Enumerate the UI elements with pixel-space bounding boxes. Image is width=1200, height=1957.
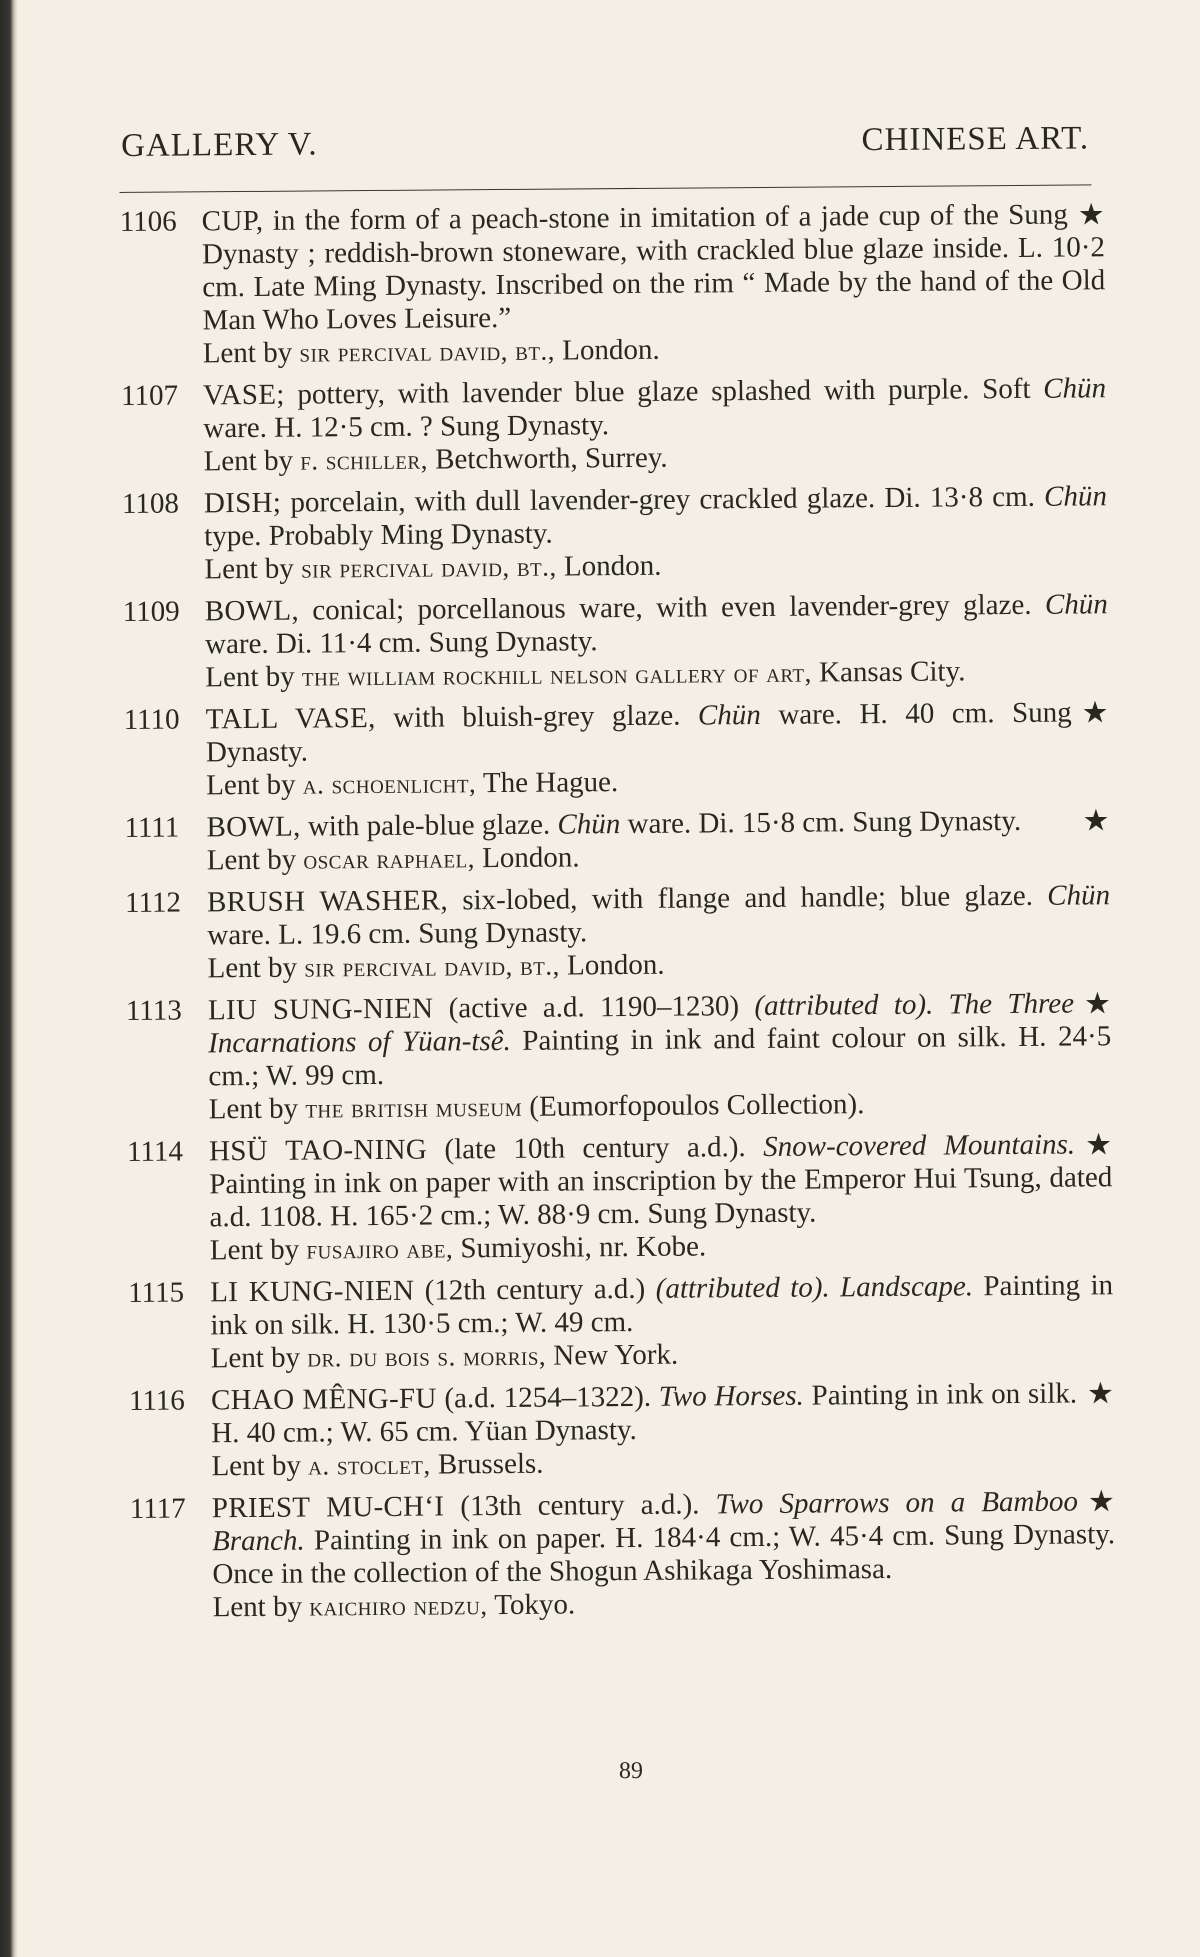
catalogue-entry [120,198,1106,371]
entry-description [207,879,1110,952]
lender-name: sir percival david, bt., [301,551,557,584]
lender-name: a. stoclet, [308,1449,431,1481]
lender-line [211,1443,1114,1483]
entry-work-title: Chün [557,808,621,841]
entry-text-continued: ware. L. 19.6 cm. Sung Dynasty. [207,916,588,952]
entry-description [209,1128,1113,1234]
lender-location: London. [556,549,662,583]
lent-by-label: Lent by [210,1341,308,1375]
header-rule [120,184,1092,193]
entry-work-title: Two Horses. [658,1379,804,1413]
lender-location: London. [554,333,660,367]
lender-location: (Eumorfopoulos Collection). [521,1088,865,1123]
entry-description [205,588,1108,661]
lender-name: the william rockhill nelson gallery of art, [301,657,812,692]
entry-title: BOWL, [206,810,301,844]
entry-title: CHAO MÊNG-FU [210,1382,437,1417]
section-heading: CHINESE ART. [861,120,1090,159]
entry-text-continued: Painting in ink and faint colour on silk. H. 24·5 cm.; W. 99 cm. [208,1020,1112,1093]
entry-text-continued: Painting in ink on silk. H. 130·5 cm.; W. 49 cm. [210,1269,1114,1342]
lender-location: London. [474,841,580,875]
star-icon: ★ [1084,1128,1113,1162]
catalogue-entry [123,588,1109,695]
entry-text: (13th century a.d.). [444,1488,716,1523]
entry-text-continued: ware. H. 12·5 cm. ? Sung Dynasty. [203,409,610,445]
entry-text: (12th century a.d.) [414,1272,656,1307]
catalogue-entry [130,1485,1116,1625]
lender-location: Kansas City. [811,655,966,689]
entry-work-title: Two Sparrows on a Bamboo Branch. [211,1485,1079,1558]
entry-text-continued: type. Probably Ming Dynasty. [204,517,553,553]
entry-work-title: Chün [1043,480,1108,513]
entry-number: 1107 [120,379,179,412]
lent-by-label: Lent by [203,444,301,478]
entry-number: 1114 [126,1135,184,1168]
star-icon: ★ [1077,198,1105,232]
lent-by-label: Lent by [206,843,304,877]
catalogue-entry [129,1377,1115,1484]
lender-name: a. schoenlicht, [302,768,477,800]
entry-number: 1112 [124,886,182,919]
lender-line [213,1584,1116,1624]
entry-text-continued: Painting in ink on paper with an inscription by the Emperor Hui Tsung, dated a.d. 1108. H. 165·2 cm.; W. 88·9 cm. Sung Dynasty. [209,1161,1113,1234]
lender-name: fusajiro abe, [306,1233,454,1265]
star-icon: ★ [1086,1377,1115,1411]
running-head [119,120,1119,164]
lender-location: Sumiyoshi, nr. Kobe. [453,1230,707,1265]
lender-line [205,654,1108,694]
catalogue-entry [124,804,1109,878]
lender-line [204,438,1107,478]
entry-text: conical; porcellanous ware, with even lavender-grey glaze. [298,588,1046,627]
catalogue-entry [127,1128,1113,1268]
lender-name: sir percival david, bt., [304,950,560,983]
entry-description [206,696,1109,769]
lender-line [207,945,1110,985]
entry-work-title: Chün [1043,372,1107,405]
entry-text: porcelain, with dull lavender-grey crackled glaze. Di. 13·8 cm. [281,480,1045,519]
entry-title: VASE; [202,378,285,412]
entry-description [211,1377,1114,1450]
entry-work-title: Chün [697,698,761,732]
lender-location: London. [559,948,665,982]
entry-description [210,1269,1113,1342]
lender-line [207,837,1110,877]
entry-number: 1106 [119,205,177,238]
star-icon: ★ [1087,1485,1115,1519]
lender-line [211,1335,1114,1375]
lender-name: the british museum [305,1091,523,1124]
catalogue-entry [125,879,1111,986]
star-icon: ★ [1081,696,1109,730]
entry-text-continued: Painting in ink on paper. H. 184·4 cm.; W. 45·4 cm. Sung Dynasty. Once in the collection of the Shogun Ashikaga Yoshimasa. [212,1518,1116,1591]
lender-line [210,1227,1113,1267]
entry-description [208,987,1112,1093]
entry-title: HSÜ TAO-NING [208,1133,428,1168]
lent-by-label: Lent by [204,552,302,586]
entry-number: 1108 [121,487,180,520]
catalogue-entry [126,987,1112,1127]
entry-text: in the form of a peach-stone in imitation of a jade cup of the Sung Dynasty ; reddish-brown stoneware, with crackled blue glaze inside. L. 10·2 cm. Late Ming Dynasty. Inscribed on the rim “ Made by the hand of the Old Man Who Loves Leisure.” [201,198,1106,337]
entry-title: LIU SUNG-NIEN [207,992,434,1027]
entry-number: 1109 [122,595,180,628]
lender-location: New York. [545,1338,679,1372]
entry-text-continued: ware. Di. 15·8 cm. Sung Dynasty. [620,804,1022,841]
lender-location: Tokyo. [487,1588,576,1622]
entry-work-title: Snow-covered Mountains. [763,1128,1076,1163]
entry-work-title: Chün [1047,879,1111,912]
lent-by-label: Lent by [209,1233,307,1267]
catalogue-entry [122,480,1108,587]
lent-by-label: Lent by [208,1092,306,1126]
entry-number: 1111 [124,811,180,844]
lent-by-label: Lent by [211,1449,309,1483]
entry-text: six-lobed, with flange and handle; blue glaze. [447,879,1048,917]
entry-work-title: (attributed to). The Three Incarnations of Yüan-tsê. [208,987,1075,1060]
entry-text: (active a.d. 1190–1230) [433,990,755,1025]
entry-title: BRUSH WASHER, [206,884,449,919]
lender-name: dr. du bois s. morris, [307,1340,547,1373]
star-icon: ★ [1082,804,1110,838]
lender-name: f. schiller, [300,444,429,476]
catalogue-entry [128,1269,1114,1376]
catalogue-entry [124,696,1110,803]
lent-by-label: Lent by [207,951,305,985]
page-number: 89 [618,1757,644,1785]
entry-description [204,480,1107,553]
entry-work-title: Chün [1044,588,1108,621]
entry-text-continued: ware. Di. 11·4 cm. Sung Dynasty. [204,625,598,661]
lent-by-label: Lent by [212,1590,310,1624]
entry-title: PRIEST MU-CH‘I [211,1490,445,1525]
lender-line [204,546,1107,586]
star-icon: ★ [1083,987,1112,1021]
book-binding-edge [0,0,18,1957]
entry-number: 1110 [123,703,180,736]
entry-number: 1113 [125,994,182,1027]
lender-line [209,1086,1112,1126]
lent-by-label: Lent by [202,336,300,370]
entry-number: 1115 [128,1276,185,1309]
entry-title: CUP, [201,204,264,238]
catalogue-entries [120,198,1116,1634]
lender-name: sir percival david, bt., [299,335,556,368]
entry-text-continued: ware. H. 40 cm. Sung Dynasty. [205,696,1072,769]
entry-description [203,372,1106,445]
entry-text: (a.d. 1254–1322). [436,1380,659,1415]
entry-number: 1116 [128,1384,185,1417]
entry-title: BOWL, [204,594,300,628]
entry-work-title: (attributed to). Landscape. [655,1270,974,1305]
entry-text: (late 10th century a.d.). [426,1130,764,1166]
lent-by-label: Lent by [206,768,303,802]
lender-name: kaichiro nedzu, [309,1590,488,1622]
entry-text: with bluish-grey glaze. [375,699,699,734]
entry-title: LI KUNG-NIEN [210,1274,415,1309]
lender-line [206,762,1109,802]
lender-line [203,330,1106,370]
lender-location: Brussels. [430,1447,544,1481]
entry-text-continued: Painting in ink on silk. H. 40 cm.; W. 65 cm. Yüan Dynasty. [211,1377,1078,1450]
lent-by-label: Lent by [205,660,303,694]
entry-text: pottery, with lavender blue glaze splashed with purple. Soft [284,372,1044,411]
entry-title: TALL VASE, [205,701,376,736]
lender-location: The Hague. [476,766,619,800]
entry-text: with pale-blue glaze. [300,808,558,843]
catalogue-entry [121,372,1107,479]
entry-title: DISH; [203,486,282,520]
entry-description [202,198,1106,337]
gallery-heading: GALLERY V. [121,126,318,164]
lender-location: Betchworth, Surrey. [427,441,668,476]
entry-number: 1117 [129,1492,186,1525]
entry-description [212,1485,1116,1591]
lender-name: oscar raphael, [303,843,476,875]
